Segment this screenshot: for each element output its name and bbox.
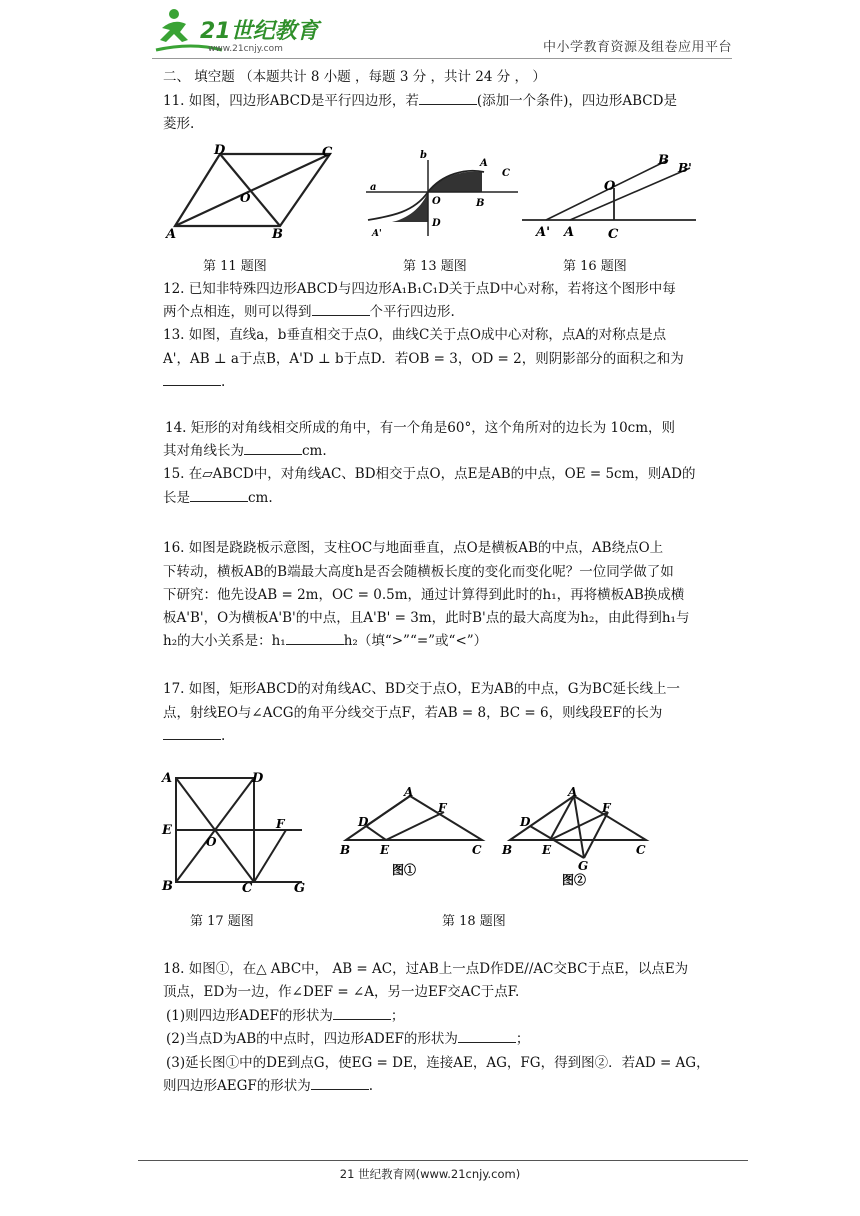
figure-label: D [252,771,264,786]
figure-label: A [480,158,488,169]
figure-label: C [472,843,482,857]
question-18-part3: (3)延长图①中的DE到点G，使EG = DE，连接AE，AG，FG，得到图②．若AD = AG， [166,1055,710,1071]
figure-13 [362,146,522,246]
answer-blank [190,489,248,502]
figure-label: B [476,198,485,209]
question-18-part3-line2: 则四边形AEGF的形状为 . [163,1078,374,1094]
figure-13-caption: 第 13 题图 [403,259,467,274]
figure-label: B [272,227,283,242]
figure-label: D [432,218,441,229]
figure-label: A [564,225,575,240]
figure-18-tag-2: 图② [562,873,587,887]
question-14: 14. 矩形的对角线相交所成的角中，有一个角是60°，这个角所对的边长为 10cm，则 [165,420,676,436]
figure-16-caption: 第 16 题图 [563,259,627,274]
figure-label: O [206,835,217,849]
question-16-line4: 板A'B'，O为横板A'B'的中点，且A'B' = 3m，此时B'点的最大高度为h₂，由此得到h₁与 [163,610,690,626]
figure-18-panel-1 [336,784,492,888]
platform-name: 中小学教育资源及组卷应用平台 [542,40,732,55]
answer-blank [419,92,477,105]
answer-blank [244,442,302,455]
figure-label: C [322,145,333,160]
question-13-line3: . [163,373,225,392]
question-14-line2: 其对角线长为 cm. [163,443,327,459]
figure-label: F [438,801,447,815]
figure-label: A [162,771,173,786]
figure-label: E [380,843,390,857]
figure-label: G [294,881,306,894]
figure-11-caption: 第 11 题图 [203,259,267,274]
figure-label: A [166,227,177,242]
question-16: 16. 如图是跷跷板示意图，支柱OC与地面垂直，点O是横板AB的中点，AB绕点O上 [163,540,664,556]
question-17: 17. 如图，矩形ABCD的对角线AC、BD交于点O，E为AB的中点，G为BC延长线上一 [163,681,681,697]
answer-blank [163,373,221,386]
figure-11 [160,142,350,246]
figure-label: A [568,785,578,799]
answer-blank [311,1077,369,1090]
figure-label: D [520,815,531,829]
figure-label: A [404,785,414,799]
answer-blank [333,1007,391,1020]
figure-label: O [432,196,441,207]
figure-label: B [340,843,351,857]
figure-label: A' [372,229,382,239]
question-18: 18. 如图①，在△ ABC中， AB = AC，过AB上一点D作DE//AC交BC于点E，以点E为 [163,961,689,977]
figure-label: C [608,227,619,242]
figure-label: B [658,153,669,168]
figure-16 [520,150,700,246]
figure-label: O [240,191,251,205]
question-16-line5: h₂的大小关系是：h₁ h₂（填“>”“=”或“<”） [163,633,488,649]
figure-17 [156,768,316,898]
question-18-part2: (2)当点D为AB的中点时，四边形ADEF的形状为 ； [166,1031,530,1047]
figure-label: D [214,143,226,158]
question-11-line2: 菱形. [163,116,195,132]
figure-label: E [162,823,172,838]
figure-label: O [604,179,616,194]
answer-blank [286,632,344,645]
figure-17-caption: 第 17 题图 [190,914,254,929]
figure-label: C [242,881,253,894]
figure-label: B [162,879,173,894]
figure-label: D [358,815,369,829]
figure-label: A' [536,225,551,240]
question-18-part1: (1)则四边形ADEF的形状为 ； [166,1008,405,1024]
figure-18-tag-1: 图① [392,863,417,877]
question-16-line2: 下转动，横板AB的B端最大高度h是否会随横板长度的变化而变化呢？一位同学做了如 [163,564,674,580]
question-12: 12. 已知非特殊四边形ABCD与四边形A₁B₁C₁D关于点D中心对称，若将这个图形中每 [163,281,676,297]
question-15-line2: 长是 cm. [163,490,273,506]
footer-divider [138,1160,748,1161]
figure-18-caption: 第 18 题图 [442,914,506,929]
figure-label: E [542,843,552,857]
figure-label: C [636,843,646,857]
question-11: 11. 如图，四边形ABCD是平行四边形，若 (添加一个条件)，四边形ABCD是 [163,93,677,109]
figure-label: F [276,817,285,831]
answer-blank [458,1030,516,1043]
footer-text: 21 世纪教育网(www.21cnjy.com) [339,1167,521,1181]
answer-blank [312,303,370,316]
figure-label: B' [678,161,692,175]
question-15: 15. 在▱ABCD中，对角线AC、BD相交于点O，点E是AB的中点，OE = 5cm，则AD的 [163,466,696,482]
answer-blank [163,727,221,740]
site-logo [152,6,322,54]
figure-label: a [370,182,377,193]
figure-18-panel-2 [500,784,656,892]
section-title: 二、 填空题 （本题共计 8 小题 ，每题 3 分 ，共计 24 分 ， ） [163,69,546,85]
figure-label: G [578,859,589,873]
question-17-line3: . [163,727,225,746]
question-13: 13. 如图，直线a，b垂直相交于点O，曲线C关于点O成中心对称，点A的对称点是点 [163,327,667,343]
logo-main-text: 21世纪教育 [200,19,319,44]
figure-label: F [602,801,611,815]
question-12-line2: 两个点相连，则可以得到 个平行四边形. [163,304,455,320]
figure-label: C [502,168,510,179]
figure-label: B [502,843,513,857]
logo-url-text: www.21cnjy.com [208,44,283,54]
question-13-line2: A'，AB ⊥ a于点B，A'D ⊥ b于点D．若OB = 3，OD = 2，则阴影部分的面积之和为 [163,351,684,367]
question-17-line2: 点，射线EO与∠ACG的角平分线交于点F，若AB = 8，BC = 6，则线段EF的长为 [163,705,663,721]
question-18-line2: 顶点，ED为一边，作∠DEF = ∠A，另一边EF交AC于点F. [163,984,520,1000]
header-divider [152,58,732,59]
question-16-line3: 下研究：他先设AB = 2m，OC = 0.5m，通过计算得到此时的h₁，再将横板AB换成横 [163,587,685,603]
figure-label: b [420,150,427,161]
